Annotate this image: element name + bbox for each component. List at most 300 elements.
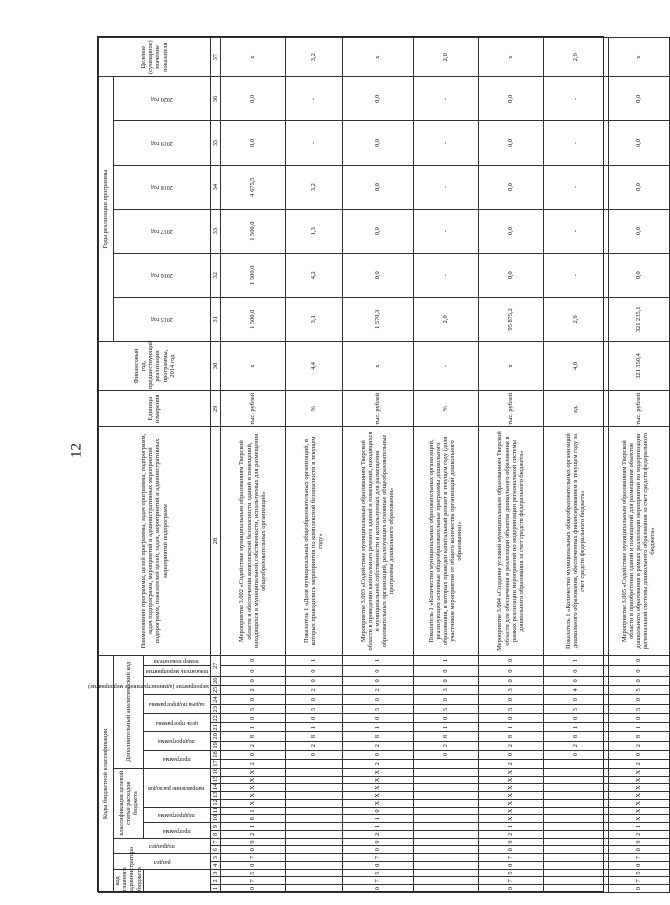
row-v2020: -: [543, 77, 608, 121]
code-cell: Х: [478, 807, 543, 815]
code-cell: [285, 768, 342, 776]
code-cell: 5: [608, 685, 669, 694]
row-v2018: 0,0: [342, 165, 413, 209]
code-cell: 0: [608, 694, 669, 704]
code-cell: 0: [220, 846, 285, 854]
code-cell: 1: [285, 655, 342, 666]
target-article-group-header: классификация целевой статьи расходов бюджета: [114, 768, 144, 838]
code-cell: 4: [543, 685, 608, 694]
column-number: 35: [210, 121, 220, 165]
code-cell: 0: [608, 676, 669, 685]
code-cell: 2: [342, 741, 413, 750]
row-final-value: 2,9: [543, 38, 608, 77]
year-2015-header: 2015 год: [114, 297, 211, 341]
row-v2015: 2,0: [413, 297, 478, 341]
code-cell: Х: [608, 799, 669, 807]
code-cell: 0: [413, 750, 478, 759]
code-cell: [543, 815, 608, 823]
code-cell: 7: [478, 854, 543, 862]
code-cell: [543, 846, 608, 854]
code-cell: 5: [608, 869, 669, 877]
code-cell: [413, 784, 478, 792]
code-cell: [543, 830, 608, 838]
row-v2017: -: [543, 209, 608, 253]
table-row: [413, 38, 478, 893]
code-cell: Х: [478, 792, 543, 800]
code-cell: 2: [478, 741, 543, 750]
column-number: 11: [211, 807, 219, 814]
row-base-year: 321 350,4: [608, 341, 669, 390]
row-v2019: 0,0: [342, 121, 413, 165]
row-final-value: х: [342, 38, 413, 77]
row-name: Показатель 1 «Количество муниципальных образовательных организаций, реализующих основные общеобразовательные программы дошкольного образования, в которых проведен капитальный ремонт в текущем году (доля участников мероприятия от общего количества организаций дошкольного образования)»: [413, 427, 478, 655]
column-number: 20: [211, 733, 219, 740]
podrazdel-header: подраздел: [114, 838, 211, 854]
code-cell: Х: [478, 799, 543, 807]
code-cell: Х: [478, 815, 543, 823]
code-cell: Х: [220, 768, 285, 776]
column-number: 14: [211, 783, 219, 791]
code-cell: 0: [608, 666, 669, 676]
code-cell: [413, 885, 478, 893]
code-cell: [285, 792, 342, 800]
code-cell: 8: [478, 732, 543, 741]
table-row: [342, 38, 413, 893]
table-row: [543, 38, 608, 893]
row-final-value: х: [220, 38, 285, 77]
code-cell: Х: [342, 799, 413, 807]
column-number: 25: [211, 686, 219, 693]
row-v2018: 4 675,5: [220, 165, 285, 209]
row-v2015: 321 235,1: [608, 297, 669, 341]
rotated-table-container: [87, 37, 657, 893]
row-v2016: 0,0: [342, 253, 413, 297]
row-v2015: 1 570,3: [342, 297, 413, 341]
code-cell: [543, 776, 608, 784]
table-row: [608, 38, 669, 893]
column-number: 23: [211, 705, 219, 713]
code-cell: 0: [342, 666, 413, 676]
code-cell: 0: [342, 861, 413, 869]
column-number: 18: [211, 751, 219, 758]
column-number: 12: [211, 799, 219, 806]
code-cell: 2: [220, 759, 285, 768]
row-v2017: -: [413, 209, 478, 253]
column-number: 32: [210, 253, 220, 297]
row-final-value: х: [608, 38, 669, 77]
code-cell: 2: [342, 759, 413, 768]
code-cell: 0: [220, 861, 285, 869]
code-cell: [413, 799, 478, 807]
row-v2018: 3,2: [285, 165, 342, 209]
code-cell: 0: [220, 666, 285, 676]
code-cell: Х: [220, 792, 285, 800]
column-number: 16: [211, 768, 219, 775]
code-cell: [543, 823, 608, 831]
code-cell: [543, 807, 608, 815]
row-v2019: 0,0: [608, 121, 669, 165]
column-number: 24: [211, 696, 219, 703]
column-number: 13: [211, 791, 219, 798]
code-cell: Х: [608, 768, 669, 776]
row-v2018: 0,0: [478, 165, 543, 209]
unit-column-header: Единица измерения: [99, 391, 211, 427]
code-cell: 1: [220, 823, 285, 831]
code-cell: [285, 885, 342, 893]
row-v2019: -: [285, 121, 342, 165]
row-v2017: 1 500,0: [220, 209, 285, 253]
code-cell: 2: [413, 741, 478, 750]
code-cell: 0: [478, 885, 543, 893]
row-v2016: 1 500,0: [220, 253, 285, 297]
code-cell: [285, 838, 342, 846]
program-header: программа: [143, 823, 210, 839]
column-number: 17: [211, 760, 219, 767]
code-cell: 0: [608, 861, 669, 869]
code-cell: Х: [608, 792, 669, 800]
row-v2020: 0,0: [608, 77, 669, 121]
code-cell: 0: [478, 666, 543, 676]
code-cell: 5: [478, 869, 543, 877]
event-header: мероприятие (административное мероприятие): [143, 676, 210, 694]
razdel-header: раздел: [114, 854, 211, 870]
column-number: 37: [210, 38, 220, 77]
code-cell: 9: [608, 838, 669, 846]
code-cell: 0: [478, 846, 543, 854]
code-cell: 1: [285, 723, 342, 732]
row-unit: тыс. рублей: [342, 391, 413, 427]
task-header: цель программы: [143, 714, 210, 732]
code-cell: [543, 885, 608, 893]
row-v2017: 1,3: [285, 209, 342, 253]
code-cell: 0: [543, 750, 608, 759]
code-cell: 9: [342, 838, 413, 846]
code-cell: 7: [220, 877, 285, 885]
code-cell: 9: [478, 838, 543, 846]
code-cell: [413, 838, 478, 846]
code-cell: [285, 877, 342, 885]
code-cell: 0: [478, 676, 543, 685]
column-number: 29: [210, 391, 220, 427]
code-cell: 0: [220, 714, 285, 723]
code-cell: 1: [413, 655, 478, 666]
document-sheet: [87, 36, 657, 892]
code-cell: 0: [342, 694, 413, 704]
code-cell: 2: [608, 741, 669, 750]
code-cell: Х: [220, 799, 285, 807]
code-cell: Х: [478, 784, 543, 792]
year-2018-header: 2018 год: [114, 165, 211, 209]
row-base-year: х: [342, 341, 413, 390]
code-cell: 2: [608, 759, 669, 768]
code-cell: 0: [220, 694, 285, 704]
code-cell: 0: [608, 846, 669, 854]
column-number: 34: [210, 165, 220, 209]
direction-header: направление расходов: [143, 768, 210, 807]
row-base-year: 4,0: [543, 341, 608, 390]
code-cell: 0: [220, 885, 285, 893]
year-2016-header: 2016 год: [114, 253, 211, 297]
column-number: 7: [210, 838, 220, 846]
code-cell: 5: [342, 869, 413, 877]
row-v2020: -: [285, 77, 342, 121]
year-2017-header: 2017 год: [114, 209, 211, 253]
code-cell: [543, 877, 608, 885]
code-cell: 5: [342, 705, 413, 714]
code-cell: [543, 869, 608, 877]
code-cell: [413, 807, 478, 815]
row-v2015: 95 875,2: [478, 297, 543, 341]
year-2020-header: 2020 год: [114, 77, 211, 121]
code-cell: 0: [478, 694, 543, 704]
code-cell: 3: [413, 685, 478, 694]
code-cell: [413, 854, 478, 862]
column-number: 8: [210, 830, 220, 838]
code-cell: 0: [342, 846, 413, 854]
code-cell: 1: [608, 823, 669, 831]
row-v2017: 0,0: [608, 209, 669, 253]
row-v2016: 0,0: [478, 253, 543, 297]
column-number: 21: [211, 724, 219, 731]
code-cell: 7: [608, 877, 669, 885]
row-v2020: -: [413, 77, 478, 121]
code-cell: 0: [342, 885, 413, 893]
table-row: [220, 38, 285, 893]
code-cell: Х: [220, 784, 285, 792]
admin-task-header: задача подпрограммы: [143, 694, 210, 713]
row-base-year: 4,4: [285, 341, 342, 390]
code-cell: [285, 846, 342, 854]
code-cell: 0: [543, 676, 608, 685]
code-cell: 0: [342, 750, 413, 759]
code-cell: 8: [608, 732, 669, 741]
code-cell: Х: [342, 768, 413, 776]
admin-code-cell: [143, 869, 210, 892]
row-v2017: 0,0: [342, 209, 413, 253]
code-cell: 2: [342, 685, 413, 694]
code-cell: [285, 807, 342, 815]
code-cell: 2: [608, 830, 669, 838]
code-cell: 0: [543, 666, 608, 676]
base-year-column-header: Финансовый год, предшествующий реализации программы, 2014 год: [99, 341, 211, 390]
code-cell: 0: [608, 655, 669, 666]
table-row: [478, 38, 543, 893]
code-cell: 8: [285, 732, 342, 741]
code-cell: [285, 799, 342, 807]
code-cell: 2: [478, 759, 543, 768]
code-cell: 0: [413, 676, 478, 685]
code-cell: 0: [342, 676, 413, 685]
code-cell: [285, 830, 342, 838]
code-cell: 1: [478, 823, 543, 831]
code-cell: Х: [342, 776, 413, 784]
column-number: 19: [211, 742, 219, 749]
row-final-value: 2,0: [413, 38, 478, 77]
code-cell: 1: [342, 815, 413, 823]
code-cell: [543, 838, 608, 846]
code-cell: 1: [413, 723, 478, 732]
row-final-value: х: [478, 38, 543, 77]
code-cell: Х: [608, 807, 669, 815]
code-cell: 0: [543, 694, 608, 704]
code-cell: 0: [608, 885, 669, 893]
code-cell: [543, 784, 608, 792]
indicator-header: показатель мероприятия: [143, 666, 210, 676]
year-2019-header: 2019 год: [114, 121, 211, 165]
name-column-header: Наименование программы, целей программы, задач программы, подпрограмм, задач подпрограмм, мероприятий и административных мероприятий подпрограмм, показателей целей, задач, мероприятий и административных мероприятий подпрограмм: [99, 427, 211, 655]
code-cell: 2: [478, 830, 543, 838]
code-cell: 0: [220, 676, 285, 685]
code-cell: [413, 823, 478, 831]
column-number: 28: [210, 427, 220, 655]
code-cell: [543, 759, 608, 768]
code-cell: 5: [478, 705, 543, 714]
row-base-year: х: [478, 341, 543, 390]
row-unit: ед.: [543, 391, 608, 427]
code-cell: 0: [342, 714, 413, 723]
row-v2019: -: [413, 121, 478, 165]
code-cell: 0: [543, 714, 608, 723]
code-cell: 8: [220, 815, 285, 823]
row-v2020: 0,0: [220, 77, 285, 121]
code-cell: [543, 799, 608, 807]
code-cell: 0: [285, 694, 342, 704]
column-number-row: [210, 38, 220, 893]
code-cell: 8: [543, 732, 608, 741]
row-name: Показатель 1 «Доля муниципальных общеобразовательных организаций, в которых проводились мероприятия по комплексной безопасности в текущем году»: [285, 427, 342, 655]
code-cell: 0: [342, 807, 413, 815]
event-number-header: номер показателя: [143, 655, 210, 666]
code-cell: 8: [413, 732, 478, 741]
row-name: Мероприятие 3.003 «Содействие муниципальным образованиям Тверской области в проведении капитального ремонта зданий и помещений, находящихся в муниципальной собственности и используемых для размещения образовательных организаций, реализующих основные общеобразовательные программы дошкольного образования»: [342, 427, 413, 655]
code-cell: [413, 768, 478, 776]
code-cell: 0: [285, 666, 342, 676]
code-cell: 0: [285, 714, 342, 723]
row-v2015: 2,9: [543, 297, 608, 341]
row-v2020: 0,0: [478, 77, 543, 121]
row-v2018: -: [543, 165, 608, 209]
column-number: 22: [211, 715, 219, 722]
row-name: Мероприятие 3.002 «Содействие муниципальным образованиям Тверской области в обеспечении комплексной безопасности зданий и помещений, находящихся в муниципальной собственности, используемых для размещения общеобразовательных организаций»: [220, 427, 285, 655]
code-cell: 5: [413, 705, 478, 714]
table-row: [285, 38, 342, 893]
code-cell: [413, 759, 478, 768]
years-group-header: Годы реализации программы: [99, 77, 114, 342]
code-cell: 0: [413, 714, 478, 723]
row-v2015: 3,1: [285, 297, 342, 341]
column-number: 15: [211, 775, 219, 783]
column-number: 9: [210, 823, 220, 831]
code-cell: Х: [608, 784, 669, 792]
code-cell: 0: [478, 655, 543, 666]
row-name: Мероприятие 3.005 «Содействие муниципальным образованиям Тверской области в приобретении зданий и помещений для размещения объектов дошкольного образования в рамках реализации мероприятий по модернизации региональной системы дошкольного образования за счет средств федерального бюджета»: [608, 427, 669, 655]
subprogram-header: подпрограмма: [143, 807, 210, 823]
column-number: 5: [210, 854, 220, 862]
code-cell: Х: [342, 792, 413, 800]
row-v2019: 0,0: [478, 121, 543, 165]
code-cell: 2: [543, 741, 608, 750]
code-cell: 3: [478, 685, 543, 694]
code-cell: 0: [478, 861, 543, 869]
code-cell: 2: [220, 741, 285, 750]
code-cell: [413, 776, 478, 784]
code-cell: 0: [608, 750, 669, 759]
code-cell: 7: [478, 877, 543, 885]
code-cell: [285, 759, 342, 768]
code-cell: Х: [220, 776, 285, 784]
code-cell: [413, 792, 478, 800]
code-cell: 7: [608, 854, 669, 862]
code-cell: [413, 861, 478, 869]
code-cell: 2: [342, 830, 413, 838]
code-cell: [285, 776, 342, 784]
code-cell: 1: [478, 723, 543, 732]
row-v2016: 0,0: [608, 253, 669, 297]
row-name: Показатель 1 «Количество муниципальных общеобразовательных организаций дошкольного образования, обеспеченных финансированием в текущем году за счет средств федерального бюджета»: [543, 427, 608, 655]
column-number: 6: [210, 846, 220, 854]
column-number: 26: [211, 677, 219, 684]
code-cell: [413, 830, 478, 838]
code-cell: [543, 861, 608, 869]
code-cell: [543, 768, 608, 776]
code-cell: 7: [220, 854, 285, 862]
code-cell: [285, 815, 342, 823]
code-cell: 2: [220, 685, 285, 694]
row-base-year: х: [220, 341, 285, 390]
column-number: 2: [210, 877, 220, 885]
code-cell: [413, 869, 478, 877]
code-cell: 1: [342, 823, 413, 831]
analytic-group-header: Дополнительный аналитический код: [114, 655, 144, 768]
code-cell: 1: [608, 723, 669, 732]
row-v2019: 0,0: [220, 121, 285, 165]
code-cell: [413, 877, 478, 885]
code-cell: 1: [220, 723, 285, 732]
column-number: 36: [210, 77, 220, 121]
row-v2018: 0,0: [608, 165, 669, 209]
code-cell: [543, 854, 608, 862]
code-cell: 0: [478, 714, 543, 723]
code-cell: 9: [220, 838, 285, 846]
column-number: 1: [210, 885, 220, 893]
code-cell: [285, 861, 342, 869]
row-unit: %: [285, 391, 342, 427]
column-number: 4: [210, 861, 220, 869]
row-v2017: 0,0: [478, 209, 543, 253]
code-cell: [413, 846, 478, 854]
code-cell: 1: [342, 655, 413, 666]
row-unit: тыс. рублей: [478, 391, 543, 427]
row-unit: %: [413, 391, 478, 427]
table-body: [210, 38, 669, 893]
column-number: 31: [210, 297, 220, 341]
code-cell: 2: [220, 830, 285, 838]
row-base-year: -: [413, 341, 478, 390]
column-number: 30: [210, 341, 220, 390]
column-number: 27: [210, 655, 220, 676]
code-cell: Х: [478, 776, 543, 784]
row-name: Мероприятие 3.004 «Создание условий муниципальным образованиям Тверской области для обеспечения и реализации объектов дошкольного образования в рамках реализации мероприятий по модернизации региональной системы дошкольного образования за счет средств федерального бюджета»: [478, 427, 543, 655]
code-cell: 2: [285, 685, 342, 694]
row-v2016: 4,2: [285, 253, 342, 297]
subprog-obj-header: подпрограмма: [143, 732, 210, 750]
code-cell: [543, 792, 608, 800]
final-value-column-header: Целевое (суммарное) значение показателя: [99, 38, 211, 77]
row-v2016: -: [413, 253, 478, 297]
row-unit: тыс. рублей: [608, 391, 669, 427]
code-cell: [285, 854, 342, 862]
page-number: 12: [68, 443, 85, 458]
